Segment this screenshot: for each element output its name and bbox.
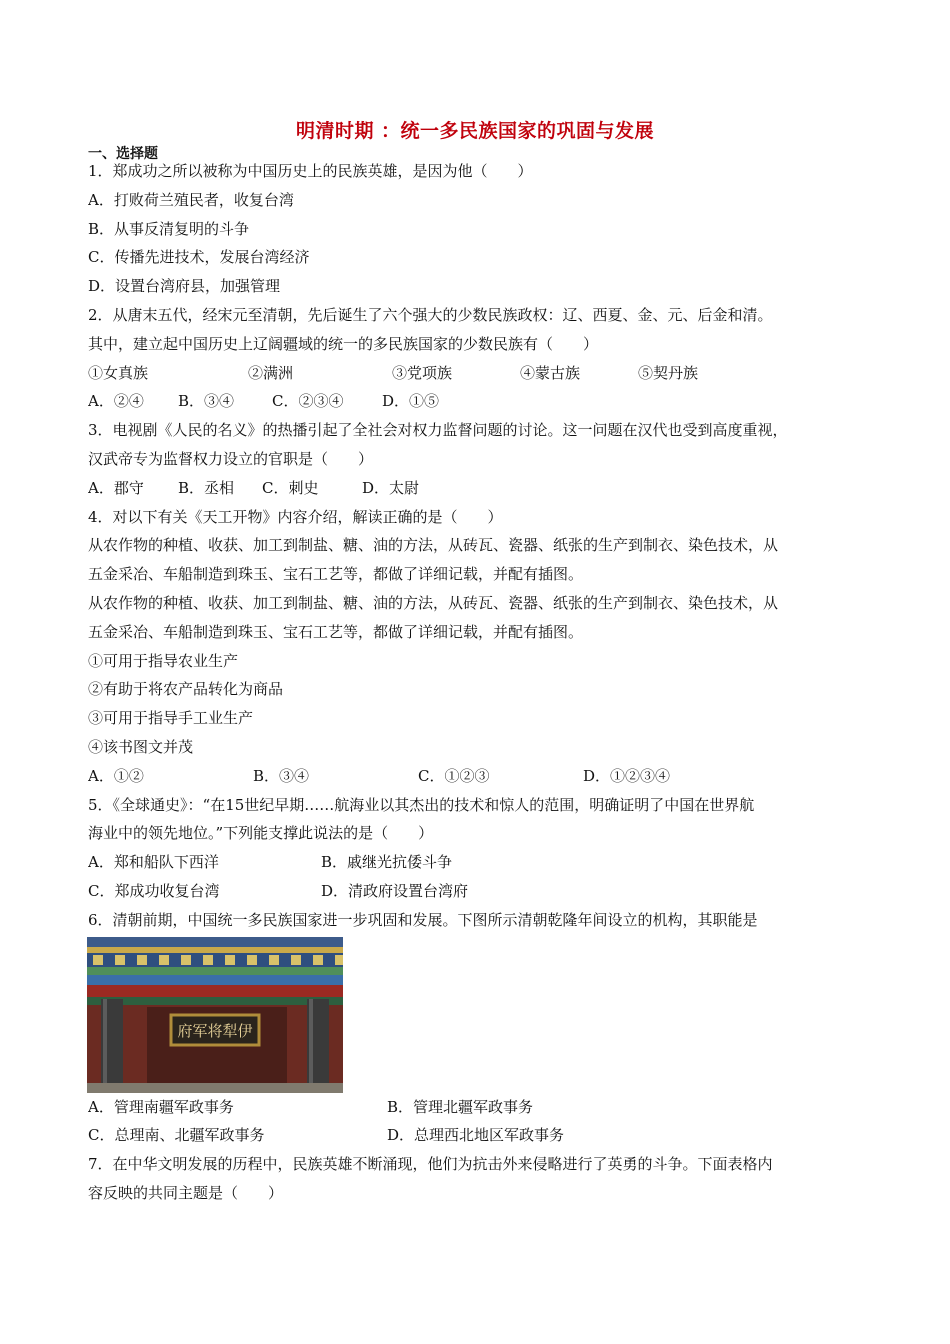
q3-option-b: B．丞相 [178,478,235,497]
q5-options-row1 [88,848,862,877]
q3-option-a: A．郡守 [88,478,144,497]
q4-item-2: ②有助于将农产品转化为商品 [88,680,284,699]
q1-option-d: D．设置台湾府县，加强管理 [88,277,281,296]
q6-option-b: B．管理北疆军政事务 [387,1097,534,1116]
q2-item-1: ①女真族 [88,363,149,382]
q4-item-4: ④该书图文并茂 [88,737,194,756]
q6-option-d: D．总理西北地区军政事务 [387,1126,565,1145]
q7-stem-line1: 7．在中华文明发展的历程中，民族英雄不断涌现，他们为抗击外来侵略进行了英勇的斗争。下面表格内 [88,1155,773,1174]
q2-item-4: ④蒙古族 [520,363,581,382]
q2-option-c: C．②③④ [272,392,344,411]
q1-option-a: A．打败荷兰殖民者，收复台湾 [88,190,294,209]
q6-stem: 6．清朝前期，中国统一多民族国家进一步巩固和发展。下图所示清朝乾隆年间设立的机构，其职能是 [88,910,758,929]
q5-stem-line2: 海业中的领先地位。”下列能支撑此说法的是（ ） [88,824,434,843]
q5-option-b: B．戚继光抗倭斗争 [321,853,453,872]
q2-options [88,387,862,416]
q4-options [88,762,862,791]
plaque-text: 府军将犁伊 [177,1021,253,1040]
q6-option-a: A．管理南疆军政事务 [88,1097,234,1116]
q2-item-3: ③党项族 [392,363,453,382]
q2-stem-line2: 其中，建立起中国历史上辽阔疆域的统一的多民族国家的少数民族有（ ） [88,334,599,353]
q5-option-c: C．郑成功收复台湾 [88,881,220,900]
q3-option-c: C．刺史 [262,478,319,497]
q5-option-a: A．郑和船队下西洋 [88,853,219,872]
q4-passage-line1: 从农作物的种植、收获、加工到制盐、糖、油的方法，从砖瓦、瓷器、纸张的生产到制衣、染色技术，从 [88,536,779,555]
q5-option-d: D．清政府设置台湾府 [321,881,469,900]
building-photo-illustration [87,937,343,1093]
q1-option-b: B．从事反清复明的斗争 [88,219,250,238]
q4-passage-line4: 五金采冶、车船制造到珠玉、宝石工艺等，都做了详细记载，并配有插图。 [88,622,584,641]
q5-stem-line1: 5．《全球通史》：“在15世纪早期……航海业以其杰出的技术和惊人的范围，明确证明了中国在世界航 [88,795,755,814]
q2-item-2: ②满洲 [248,363,294,382]
q2-items [88,359,862,388]
q2-option-b: B．③④ [178,392,235,411]
q1-option-c: C．传播先进技术，发展台湾经济 [88,248,310,267]
q3-stem-line2: 汉武帝专为监督权力设立的官职是（ ） [88,449,374,468]
q3-stem-line1: 3．电视剧《人民的名义》的热播引起了全社会对权力监督问题的讨论。这一问题在汉代也受到高度重视， [88,421,788,440]
q2-stem-line1: 2．从唐末五代，经宋元至清朝，先后诞生了六个强大的少数民族政权：辽、西夏、金、元、后金和清。 [88,305,773,324]
q4-item-1: ①可用于指导农业生产 [88,651,239,670]
q4-option-d: D．①②③④ [583,766,671,785]
q4-item-3: ③可用于指导手工业生产 [88,709,254,728]
q6-option-c: C．总理南、北疆军政事务 [88,1126,265,1145]
q2-option-d: D．①⑤ [382,392,440,411]
q4-passage-line3: 从农作物的种植、收获、加工到制盐、糖、油的方法，从砖瓦、瓷器、纸张的生产到制衣、染色技术，从 [88,593,779,612]
q4-option-b: B．③④ [253,766,310,785]
q4-stem: 4．对以下有关《天工开物》内容介绍，解读正确的是（ ） [88,507,503,526]
q3-option-d: D．太尉 [362,478,420,497]
q2-item-5: ⑤契丹族 [638,363,699,382]
q1-stem: 1．郑成功之所以被称为中国历史上的民族英雄，是因为他（ ） [88,162,533,180]
q6-options-row2 [88,1121,862,1150]
q6-options-row1 [88,1093,862,1122]
yili-general-office-photo [87,937,343,1093]
q4-option-a: A．①② [88,766,144,785]
q3-options [88,474,862,503]
q4-option-c: C．①②③ [418,766,490,785]
q4-passage-line2: 五金采冶、车船制造到珠玉、宝石工艺等，都做了详细记载，并配有插图。 [88,565,584,584]
question-list [88,157,862,1208]
q5-options-row2 [88,877,862,906]
q7-stem-line2: 容反映的共同主题是（ ） [88,1183,284,1202]
q2-option-a: A．②④ [88,392,144,411]
page-title: 明清时期 ：统一多民族国家的巩固与发展 [295,120,655,142]
section-heading: 一、选择题 [88,146,158,162]
